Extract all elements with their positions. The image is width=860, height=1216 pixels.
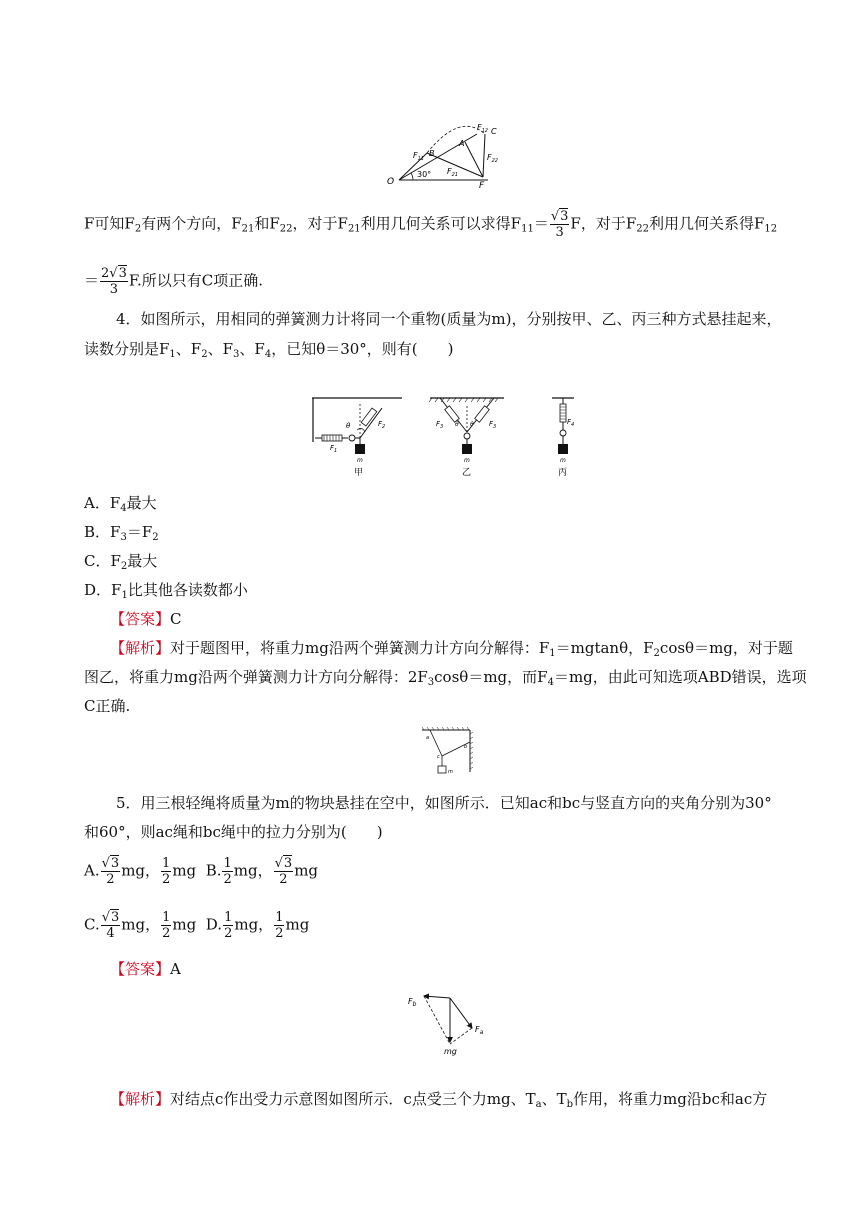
label-F22: F — [487, 153, 492, 162]
svg-text:F4: $F_4$ — [567, 418, 575, 428]
q4-answer: 【答案】C — [110, 610, 182, 628]
q4-stem: 4．如图所示，用相同的弹簧测力计将同一个重物(质量为m)，分别按甲、乙、丙三种方式悬挂起来， — [116, 310, 782, 328]
svg-text:F12: $F_{12}$ — [477, 123, 488, 134]
option-b: B．$F_3=F_2$ — [84, 523, 159, 543]
svg-text:Fa: $F_a$ — [475, 1025, 484, 1036]
label-O: O — [387, 177, 395, 187]
svg-text:c: c — [437, 754, 440, 760]
option-a: A．$F_4$最大 — [84, 494, 157, 514]
q4-stem-2: 读数分别是$F_1$、$F_2$、$F_3$、$F_4$，已知θ＝30°，则有( ) — [84, 340, 454, 360]
svg-text:m: m — [357, 457, 363, 464]
svg-text:b: b — [464, 744, 468, 750]
fraction: $\frac{2√3}{3}$ — [101, 266, 127, 297]
q5-stem-2: 和60°，则ac绳和bc绳中的拉力分别为( ) — [84, 823, 383, 841]
label-angle: 30° — [417, 170, 432, 179]
text-line: F可知$F_2$有两个方向，$F_{21}$和$F_{22}$，对于$F_{21}$利用几何关系可以求得$F_{11}=$ $\frac{√3}{3}$ F，对于$F_{22}$利用几何关系得$F_{12}$ — [84, 209, 778, 240]
q5-options-ab: A. $\frac{√3}{2}$ mg， $\frac{1}{2}$ mg B. $\frac{1}{2}$ mg， $\frac{√3}{2}$ mg — [84, 856, 319, 887]
svg-text:F11: $F_{11}$ — [413, 151, 424, 162]
label-F12: F — [477, 123, 482, 132]
svg-text:甲: 甲 — [354, 468, 364, 478]
svg-text:乙: 乙 — [462, 468, 472, 478]
q5-answer: 【答案】A — [110, 960, 181, 978]
label-F: F — [479, 181, 485, 191]
rope-block-figure — [420, 726, 476, 780]
svg-text:θ: θ — [346, 422, 351, 430]
svg-text:F21: $F_{21}$ — [447, 167, 458, 178]
svg-text:θ: θ — [470, 421, 474, 428]
svg-text:Fb: $F_b$ — [408, 997, 417, 1008]
svg-text:m: m — [560, 457, 566, 464]
svg-text:F3: $F_3$ — [436, 420, 444, 430]
label-A: A — [459, 139, 465, 148]
text-line: ＝ $\frac{2√3}{3}$ F.所以只有C项正确. — [84, 266, 263, 297]
svg-text:F22: $F_{22}$ — [487, 153, 498, 164]
label-Fa: F — [475, 1025, 480, 1034]
q5-options-cd: C. $\frac{√3}{4}$ mg， $\frac{1}{2}$ mg D. $\frac{1}{2}$ mg， $\frac{1}{2}$ mg — [84, 910, 310, 941]
force-diagram — [400, 990, 500, 1058]
label-F11: F — [413, 151, 418, 160]
option-c: C．$F_2$最大 — [84, 552, 158, 572]
svg-text:θ: θ — [455, 421, 459, 428]
label-Fb: F — [408, 997, 413, 1006]
fraction: $\frac{√3}{3}$ — [550, 209, 569, 240]
q4-analysis-3: C正确. — [84, 697, 131, 715]
label-mg: mg — [444, 1047, 457, 1056]
force-decomposition-figure — [385, 120, 515, 192]
svg-text:m: m — [448, 769, 453, 775]
option-d: D．$F_1$比其他各读数都小 — [84, 581, 248, 601]
svg-text:F1: $F_1$ — [330, 444, 338, 454]
svg-text:F3: $F_3$ — [489, 420, 497, 430]
svg-text:a: a — [426, 735, 430, 741]
q5-analysis-1: 【解析】对结点c作出受力示意图如图所示．c点受三个力mg、$T_a$、$T_b$作用，将重力mg沿bc和ac方 — [110, 1090, 768, 1110]
svg-text:F2: $F_2$ — [378, 420, 386, 430]
svg-text:m: m — [464, 457, 470, 464]
q4-analysis-1: 【解析】对于题图甲，将重力mg沿两个弹簧测力计方向分解得：$F_1=mgtan\theta$，$F_2\cos\theta=mg$，对于题 — [110, 639, 793, 659]
spring-scale-figure — [312, 396, 602, 480]
label-C: C — [491, 127, 497, 136]
label-B: B — [429, 149, 435, 158]
svg-text:丙: 丙 — [558, 468, 568, 478]
q4-analysis-2: 图乙，将重力mg沿两个弹簧测力计方向分解得：$2F_3\cos\theta=mg$，而$F_4=mg$，由此可知选项ABD错误，选项 — [84, 668, 807, 688]
label-F21: F — [447, 167, 452, 176]
q5-stem: 5．用三根轻绳将质量为m的物块悬挂在空中，如图所示．已知ac和bc与竖直方向的夹角分别为30° — [116, 794, 772, 812]
